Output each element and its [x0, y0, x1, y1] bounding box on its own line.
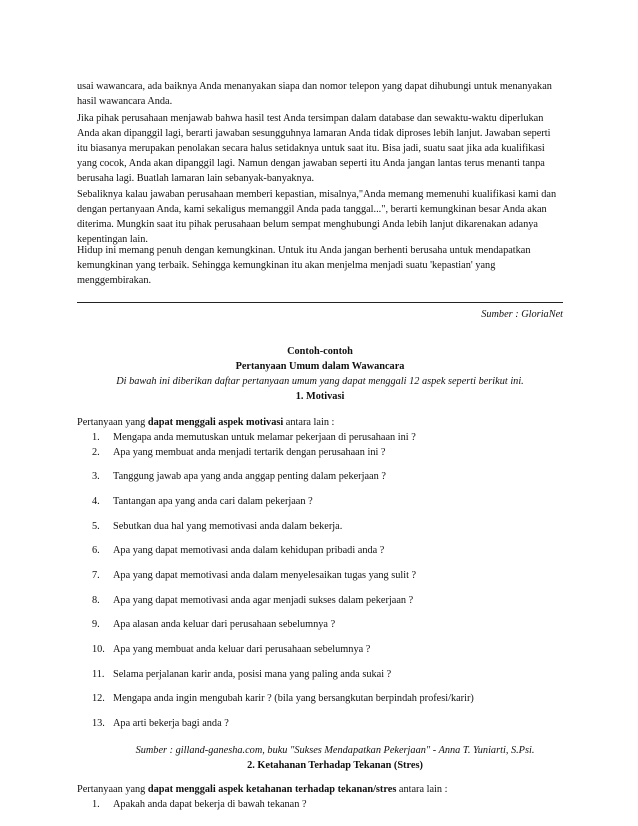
list-item-number: 10.	[92, 644, 105, 655]
list-item	[92, 469, 562, 484]
list-item-number: 7.	[92, 570, 100, 581]
list-item-text: Apa yang dapat memotivasi anda agar menjadi sukses dalam pekerjaan ?	[113, 595, 414, 606]
list-item-text: Tantangan apa yang anda cari dalam pekerjaan ?	[113, 496, 313, 507]
list-item-text: Mengapa anda ingin mengubah karir ? (bila yang bersangkutan berpindah profesi/karir)	[113, 693, 474, 704]
section-title-motivasi: 1. Motivasi	[295, 391, 345, 402]
list-item-number: 3.	[92, 471, 100, 482]
list-item-number: 12.	[92, 693, 105, 704]
intro-text-pre: Pertanyaan yang	[77, 417, 148, 428]
paragraph-4: Hidup ini memang penuh dengan kemungkinan. Untuk itu Anda jangan berhenti berusaha untuk mendapatkan kemungkinan yang terbaik. Sehingga kemungkinan itu akan menjelma menjadi suatu 'kepastian' yang menggembirakan.	[77, 245, 531, 286]
list-item	[92, 716, 562, 731]
list-item	[92, 593, 562, 608]
intro-motivasi	[77, 415, 563, 430]
intro-text-bold: dapat menggali aspek motivasi	[147, 417, 284, 428]
list-item-text: Sebutkan dua hal yang memotivasi anda dalam bekerja.	[113, 521, 343, 532]
intro-text-bold: dapat menggali aspek ketahanan terhadap tekanan/stres	[147, 784, 397, 795]
list-item-number: 1.	[92, 799, 100, 810]
list-item-text: Tanggung jawab apa yang anda anggap penting dalam pekerjaan ?	[113, 471, 386, 482]
heading-line2: Pertanyaan Umum dalam Wawancara	[235, 361, 405, 372]
section-title-stres: 2. Ketahanan Terhadap Tekanan (Stres)	[247, 760, 423, 771]
list-item	[92, 667, 562, 682]
list-item-text: Apakah anda dapat bekerja di bawah tekanan ?	[113, 799, 307, 810]
paragraph-1: usai wawancara, ada baiknya Anda menanyakan siapa dan nomor telepon yang dapat dihubungi untuk menanyakan hasil wawancara Anda.	[77, 81, 552, 107]
list-item	[92, 617, 562, 632]
list-item-text: Apa arti bekerja bagi anda ?	[113, 718, 229, 729]
list-item-number: 5.	[92, 521, 100, 532]
list-item	[92, 797, 562, 812]
list-item-text: Selama perjalanan karir anda, posisi mana yang paling anda sukai ?	[113, 669, 392, 680]
list-item-text: Apa yang dapat memotivasi anda dalam menyelesaikan tugas yang sulit ?	[113, 570, 417, 581]
list-item-number: 6.	[92, 545, 100, 556]
intro-text-pre: Pertanyaan yang	[77, 784, 148, 795]
list-item-number: 4.	[92, 496, 100, 507]
intro-text-post: antara lain :	[396, 784, 448, 795]
divider-line	[77, 302, 563, 303]
list-item	[92, 494, 562, 509]
list-item	[92, 445, 562, 460]
source-gilland: Sumber : gilland-ganesha.com, buku "Sukses Mendapatkan Pekerjaan" - Anna T. Yuniarti, S.Psi.	[135, 745, 535, 756]
list-item-number: 9.	[92, 619, 100, 630]
intro-text-post: antara lain :	[283, 417, 335, 428]
list-item-text: Apa yang membuat anda keluar dari perusahaan sebelumnya ?	[113, 644, 371, 655]
list-item	[92, 568, 562, 583]
list-item	[92, 430, 562, 445]
heading-subtitle: Di bawah ini diberikan daftar pertanyaan umum yang dapat menggali 12 aspek seperti berikut ini.	[116, 376, 524, 387]
list-item-number: 11.	[92, 669, 105, 680]
paragraph-2: Jika pihak perusahaan menjawab bahwa hasil test Anda tersimpan dalam database dan sewaktu-waktu diperlukan Anda akan dipanggil lagi, berarti jawaban sesungguhnya lamaran Anda tidak diproses lebih lanjut. Jawaban seperti itu biasanya merupakan penolakan secara halus setidaknya untuk saat itu. Bisa jadi, suatu saat jika ada kualifikasi yang cocok, Anda akan dipanggil lagi. Namun dengan jawaban seperti itu Anda jangan lantas terus menanti tanpa berusaha lagi. Buatlah lamaran lain sebanyak-banyaknya.	[77, 113, 551, 184]
list-item-number: 13.	[92, 718, 105, 729]
list-item	[92, 642, 562, 657]
heading-line1: Contoh-contoh	[287, 346, 353, 357]
list-item-number: 2.	[92, 447, 100, 458]
list-item	[92, 691, 562, 706]
source-gloriatnet: Sumber : GloriaNet	[481, 309, 563, 320]
list-item	[92, 519, 562, 534]
list-item-number: 1.	[92, 432, 100, 443]
list-item-text: Apa alasan anda keluar dari perusahaan sebelumnya ?	[113, 619, 336, 630]
list-item-text: Apa yang membuat anda menjadi tertarik dengan perusahaan ini ?	[113, 447, 386, 458]
list-item	[92, 543, 562, 558]
intro-stres	[77, 782, 563, 797]
paragraph-3: Sebaliknya kalau jawaban perusahaan memberi kepastian, misalnya,"Anda memang memenuhi kualifikasi kami dan dengan pertanyaan Anda, kami sekaligus memanggil Anda pada tanggal...", berarti kemungkinan besar Anda akan diterima. Mungkin saat itu pihak perusahaan belum sempat menghubungi Anda lebih lanjut dikarenakan adanya kepentingan lain.	[77, 189, 557, 245]
list-item-text: Mengapa anda memutuskan untuk melamar pekerjaan di perusahaan ini ?	[113, 432, 416, 443]
list-item-text: Apa yang dapat memotivasi anda dalam kehidupan pribadi anda ?	[113, 545, 385, 556]
list-item-number: 8.	[92, 595, 100, 606]
